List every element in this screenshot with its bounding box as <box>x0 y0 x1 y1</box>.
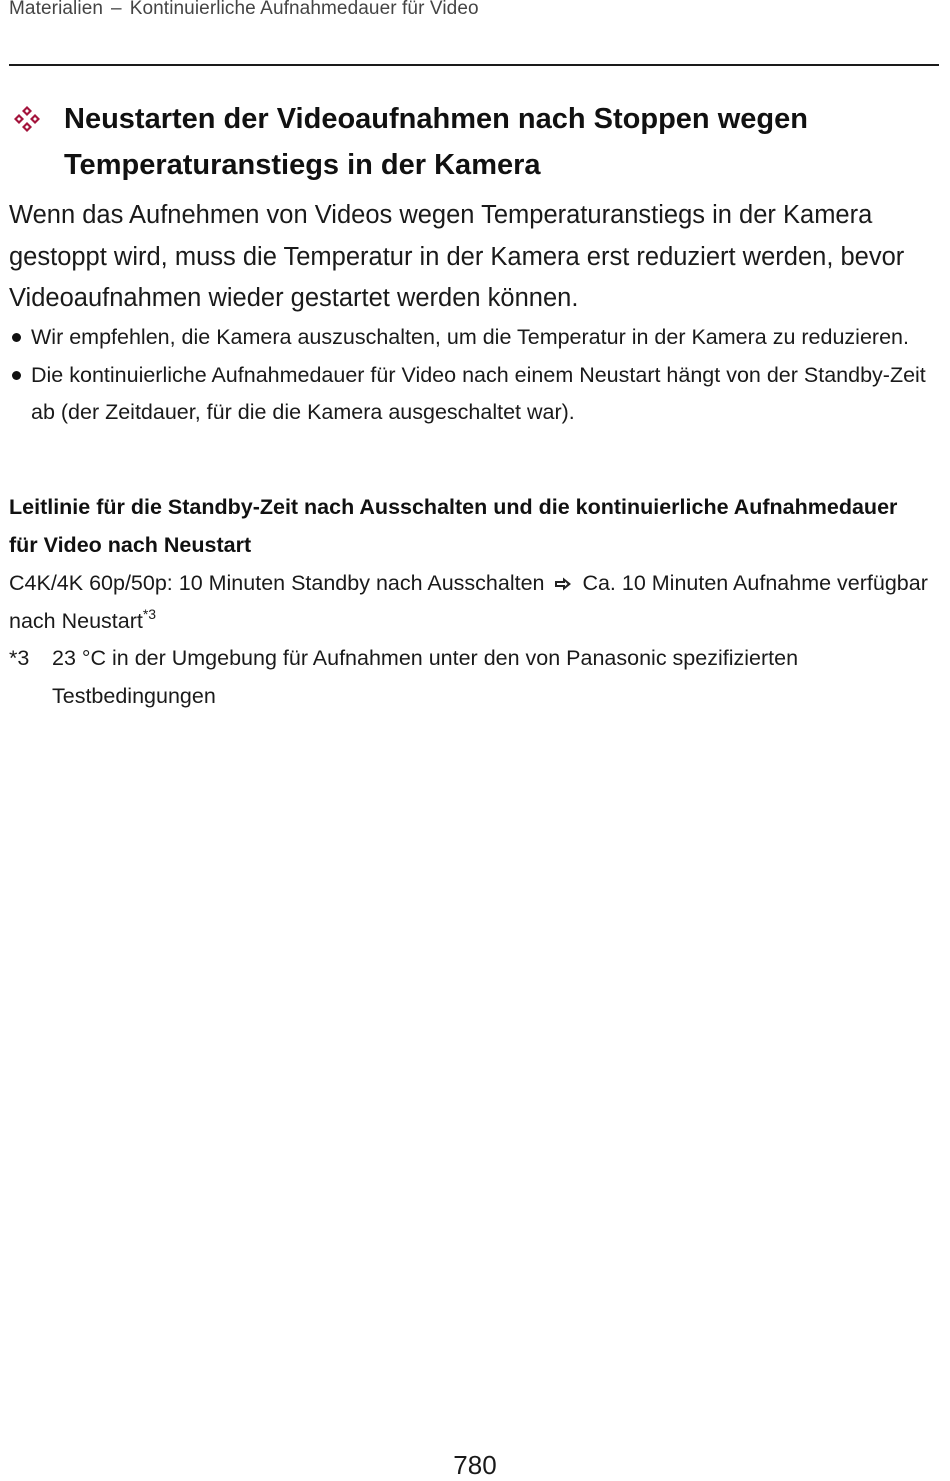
diamond-cluster-icon <box>12 104 42 134</box>
list-item-text: Die kontinuierliche Aufnahmedauer für Video nach einem Neustart hängt von der Standby-Zeit ab (der Zeitdauer, für die die Kamera ausgeschaltet war). <box>31 362 926 424</box>
note-list <box>9 319 934 432</box>
guideline-result: Ca. 10 Minuten Aufnahme verfügbar nach Neustart <box>9 571 928 633</box>
section-heading: Neustarten der Videoaufnahmen nach Stoppen wegen Temperaturanstiegs in der Kamera <box>64 103 808 181</box>
breadcrumb-topic: Kontinuierliche Aufnahmedauer für Video <box>129 0 479 19</box>
intro-paragraph: Wenn das Aufnehmen von Videos wegen Temperaturanstiegs in der Kamera gestoppt wird, muss die Temperatur in der Kamera erst reduziert werden, bevor Videoaufnahmen wieder gestartet werden können. <box>9 201 905 312</box>
list-item-text: Wir empfehlen, die Kamera auszuschalten, um die Temperatur in der Kamera zu reduzieren. <box>31 325 909 349</box>
list-item <box>9 357 934 432</box>
breadcrumb-separator: – <box>111 0 122 19</box>
page-number: 780 <box>453 1450 497 1480</box>
breadcrumb <box>9 0 479 20</box>
guideline-title: Leitlinie für die Standby-Zeit nach Ausschalten und die kontinuierliche Aufnahmedauer für Video nach Neustart <box>9 495 898 557</box>
footnote-reference: *3 <box>142 605 157 622</box>
bullet-icon <box>12 333 21 342</box>
footnote-marker: *3 <box>9 646 30 670</box>
guideline-condition: C4K/4K 60p/50p: 10 Minuten Standby nach Ausschalten <box>9 571 545 595</box>
footnote <box>9 640 934 715</box>
footnote-text: 23 °C in der Umgebung für Aufnahmen unter den von Panasonic spezifizierten Testbedingungen <box>52 646 799 708</box>
guideline-text <box>9 565 944 640</box>
header-divider <box>9 64 939 66</box>
bullet-icon <box>12 371 21 380</box>
list-item <box>9 319 934 357</box>
arrow-right-icon <box>554 577 572 591</box>
breadcrumb-section: Materialien <box>9 0 104 19</box>
